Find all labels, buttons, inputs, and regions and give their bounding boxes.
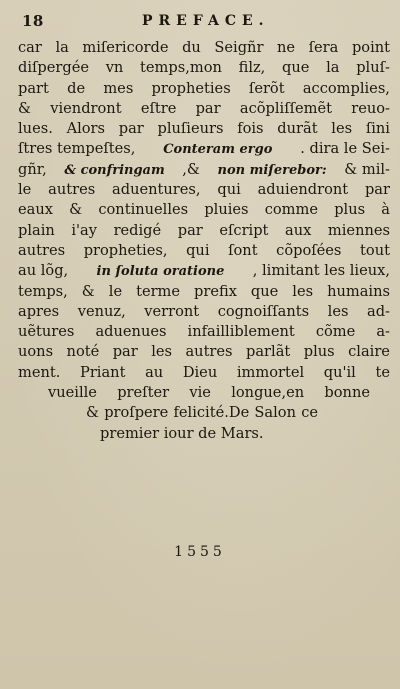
text-line bbox=[18, 119, 390, 139]
latin-phrase: in ſoluta oratione bbox=[96, 264, 225, 280]
text-line bbox=[18, 282, 390, 302]
text-segment: part de mes propheties ſerõt accomplies, bbox=[18, 79, 390, 97]
text-line bbox=[18, 221, 390, 241]
text-line bbox=[18, 58, 390, 78]
text-segment: diſpergée vn temps,mon filz, que la pluſ- bbox=[18, 59, 390, 77]
text-line bbox=[18, 363, 390, 383]
text-segment: , limitant les lieux, bbox=[252, 262, 390, 280]
text-line bbox=[18, 261, 390, 281]
text-line bbox=[18, 139, 390, 159]
text-line bbox=[18, 200, 390, 220]
text-segment: uons noté par les autres parlãt plus claire bbox=[18, 343, 390, 361]
text-segment: lues. Alors par pluſieurs fois durãt les ſini bbox=[18, 120, 390, 138]
page-number: 18 bbox=[22, 12, 44, 30]
text-line bbox=[18, 342, 390, 362]
page-header bbox=[22, 10, 382, 34]
text-line bbox=[18, 79, 390, 99]
text-segment: premier iour de Mars. bbox=[100, 424, 264, 442]
text-segment: au lõg, bbox=[18, 262, 69, 280]
text-segment: & proſpere felicité.De Salon ce bbox=[86, 404, 318, 422]
text-line bbox=[18, 38, 390, 58]
text-segment: & mil- bbox=[344, 160, 390, 178]
text-segment: plain i'ay redigé par eſcript aux miennes bbox=[18, 221, 390, 239]
text-line bbox=[18, 180, 390, 200]
text-segment: & viendront eſtre par acõpliſſemẽt reuo- bbox=[18, 99, 390, 117]
text-segment: ment. Priant au Dieu immortel qu'il te bbox=[18, 363, 390, 381]
text-line bbox=[18, 322, 390, 342]
text-segment: ſtres tempeſtes, bbox=[18, 140, 136, 158]
latin-phrase: Conteram ergo bbox=[163, 142, 273, 158]
text-line bbox=[18, 160, 390, 180]
date-line: 1555 bbox=[174, 544, 226, 560]
text-line bbox=[18, 403, 390, 423]
text-segment: eaux & continuelles pluies comme plus à bbox=[18, 201, 390, 219]
text-segment: uẽtures aduenues infailliblement cõme a- bbox=[18, 323, 390, 341]
text-segment: car la miſericorde du Seigñr ne ſera point bbox=[18, 39, 390, 56]
text-segment: ,& bbox=[182, 160, 200, 178]
text-line bbox=[18, 241, 390, 261]
text-segment: . dira le Sei- bbox=[300, 140, 390, 158]
running-head: PREFACE. bbox=[142, 13, 270, 29]
latin-phrase: & confringam bbox=[64, 162, 165, 178]
text-line bbox=[18, 383, 390, 403]
text-segment: temps, & le terme prefix que les humains bbox=[18, 282, 390, 300]
preface-text bbox=[18, 38, 390, 444]
text-segment: le autres aduentures, qui aduiendront par bbox=[18, 181, 390, 199]
text-segment: gñr, bbox=[18, 160, 47, 178]
text-line bbox=[18, 99, 390, 119]
text-segment: autres propheties, qui ſont cõpoſées tout bbox=[18, 241, 390, 259]
text-line bbox=[18, 424, 390, 444]
text-segment: vueille preſter vie longue,en bonne bbox=[48, 384, 370, 402]
text-line bbox=[18, 302, 390, 322]
latin-phrase: non miſerebor: bbox=[217, 162, 327, 178]
text-segment: apres venuz, verront cognoiſſants les ad- bbox=[18, 302, 390, 320]
